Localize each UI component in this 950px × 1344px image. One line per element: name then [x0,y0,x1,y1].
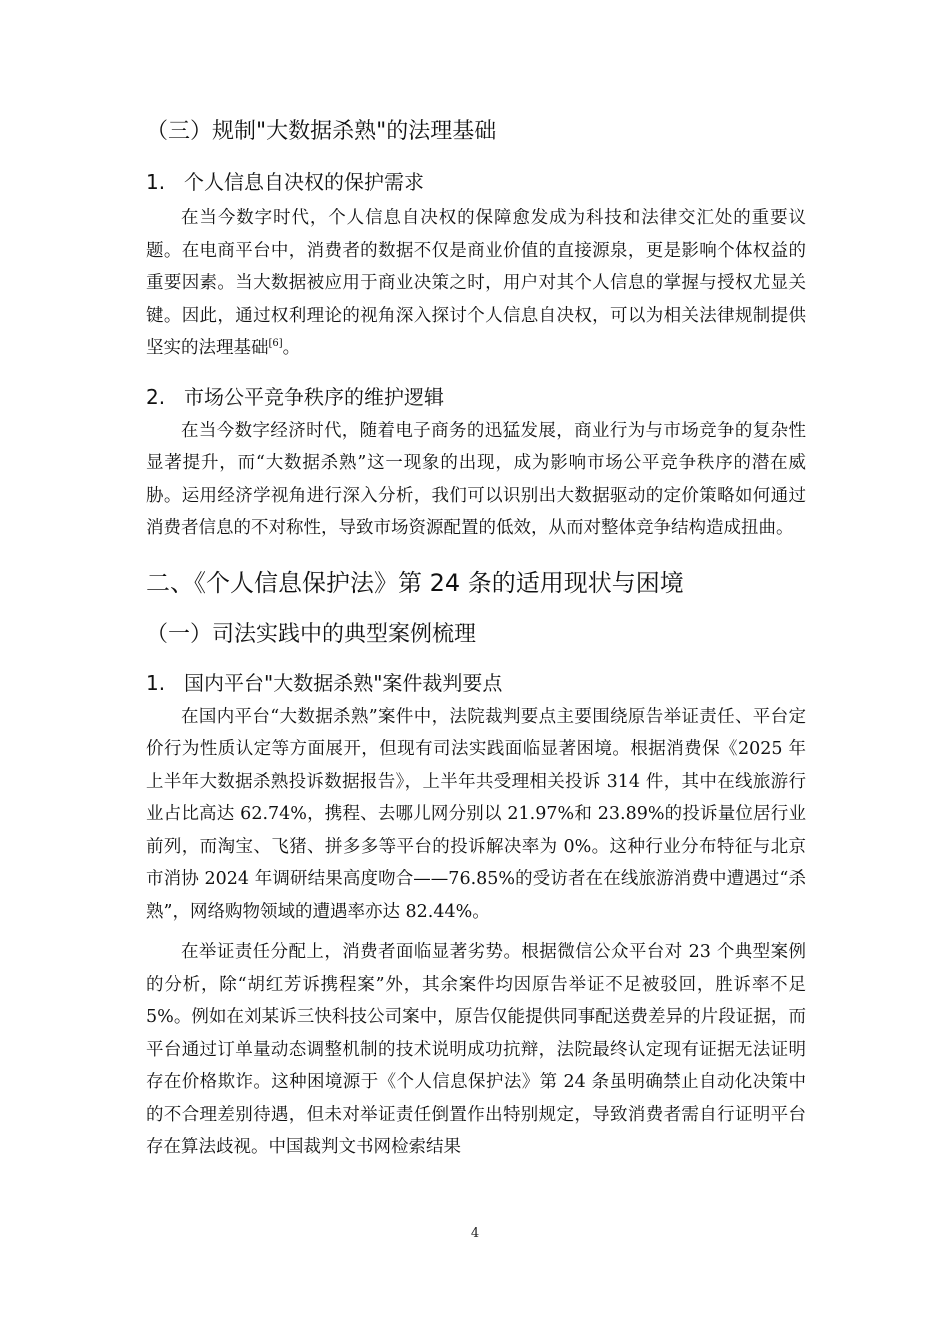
subheading-self-determination [146,164,806,200]
page-number: 4 [470,1226,480,1241]
subheading-title: 国内平台"大数据杀熟"案件裁判要点 [184,670,503,695]
subheading-title: 个人信息自决权的保护需求 [184,170,424,194]
section-heading-cases: （一）司法实践中的典型案例梳理 [146,621,477,647]
page-content [146,112,806,1164]
paragraph-self-determination [146,202,806,365]
paragraph-end: 。 [282,338,301,358]
section-heading-legal-basis: （三）规制"大数据杀熟"的法理基础 [146,119,497,144]
subheading-number: 1. [146,670,166,695]
subheading-number: 2. [146,384,166,409]
chapter-heading: 二、《个人信息保护法》第 24 条的适用现状与困境 [146,568,684,597]
subheading-domestic-cases [146,665,806,701]
paragraph-text: 在当今数字时代，个人信息自决权的保障愈发成为科技和法律交汇处的重要议题。在电商平台中，消费者的数据不仅是商业价值的直接源泉，更是影响个体权益的重要因素。当大数据被应用于商业决策之时，用户对其个人信息的掌握与授权尤显关键。因此，通过权利理论的视角深入探讨个人信息自决权，可以为相关法律规制提供坚实的法理基础 [146,208,806,358]
paragraph-burden-of-proof: 在举证责任分配上，消费者面临显著劣势。根据微信公众平台对 23 个典型案例的分析，除“胡红芳诉携程案”外，其余案件均因原告举证不足被驳回，胜诉率不足 5%。例如在刘某诉三快科技公司案中，原告仅能提供同事配送费差异的片段证据，而平台通过订单量动态调整机制的技术说明成功抗辩，法院最终认定现有证据无法证明存在价格欺诈。这种困境源于《个人信息保护法》第 24 条虽明确禁止自动化决策中的不合理差别待遇，但未对举证责任倒置作出特别规定，导致消费者需自行证明平台存在算法歧视。中国裁判文书网检索结果 [146,942,806,1157]
subheading-number: 1. [146,170,166,194]
subheading-title: 市场公平竞争秩序的维护逻辑 [184,384,444,409]
paragraph-case-points: 在国内平台“大数据杀熟”案件中，法院裁判要点主要围绕原告举证责任、平台定价行为性质认定等方面展开，但现有司法实践面临显著困境。根据消费保《2025 年上半年大数据杀熟投诉数据报告》，上半年共受理相关投诉 314 件，其中在线旅游行业占比高达 62.74%，携程、去哪儿网分别以 21.97%和 23.89%的投诉量位居行业前列，而淘宝、飞猪、拼多多等平台的投诉解决率为 0%。这种行业分布特征与北京市消协 2024 年调研结果高度吻合——76.85%的受访者在在线旅游消费中遭遇过“杀熟”，网络购物领域的遭遇率亦达 82.44%。 [146,706,806,922]
paragraph-fair-competition: 在当今数字经济时代，随着电子商务的迅猛发展，商业行为与市场竞争的复杂性显著提升，而“大数据杀熟”这一现象的出现，成为影响市场公平竞争秩序的潜在威胁。运用经济学视角进行深入分析，我们可以识别出大数据驱动的定价策略如何通过消费者信息的不对称性，导致市场资源配置的低效，从而对整体竞争结构造成扭曲。 [146,420,806,538]
citation-reference: [6] [268,338,283,350]
subheading-fair-competition [146,379,806,415]
